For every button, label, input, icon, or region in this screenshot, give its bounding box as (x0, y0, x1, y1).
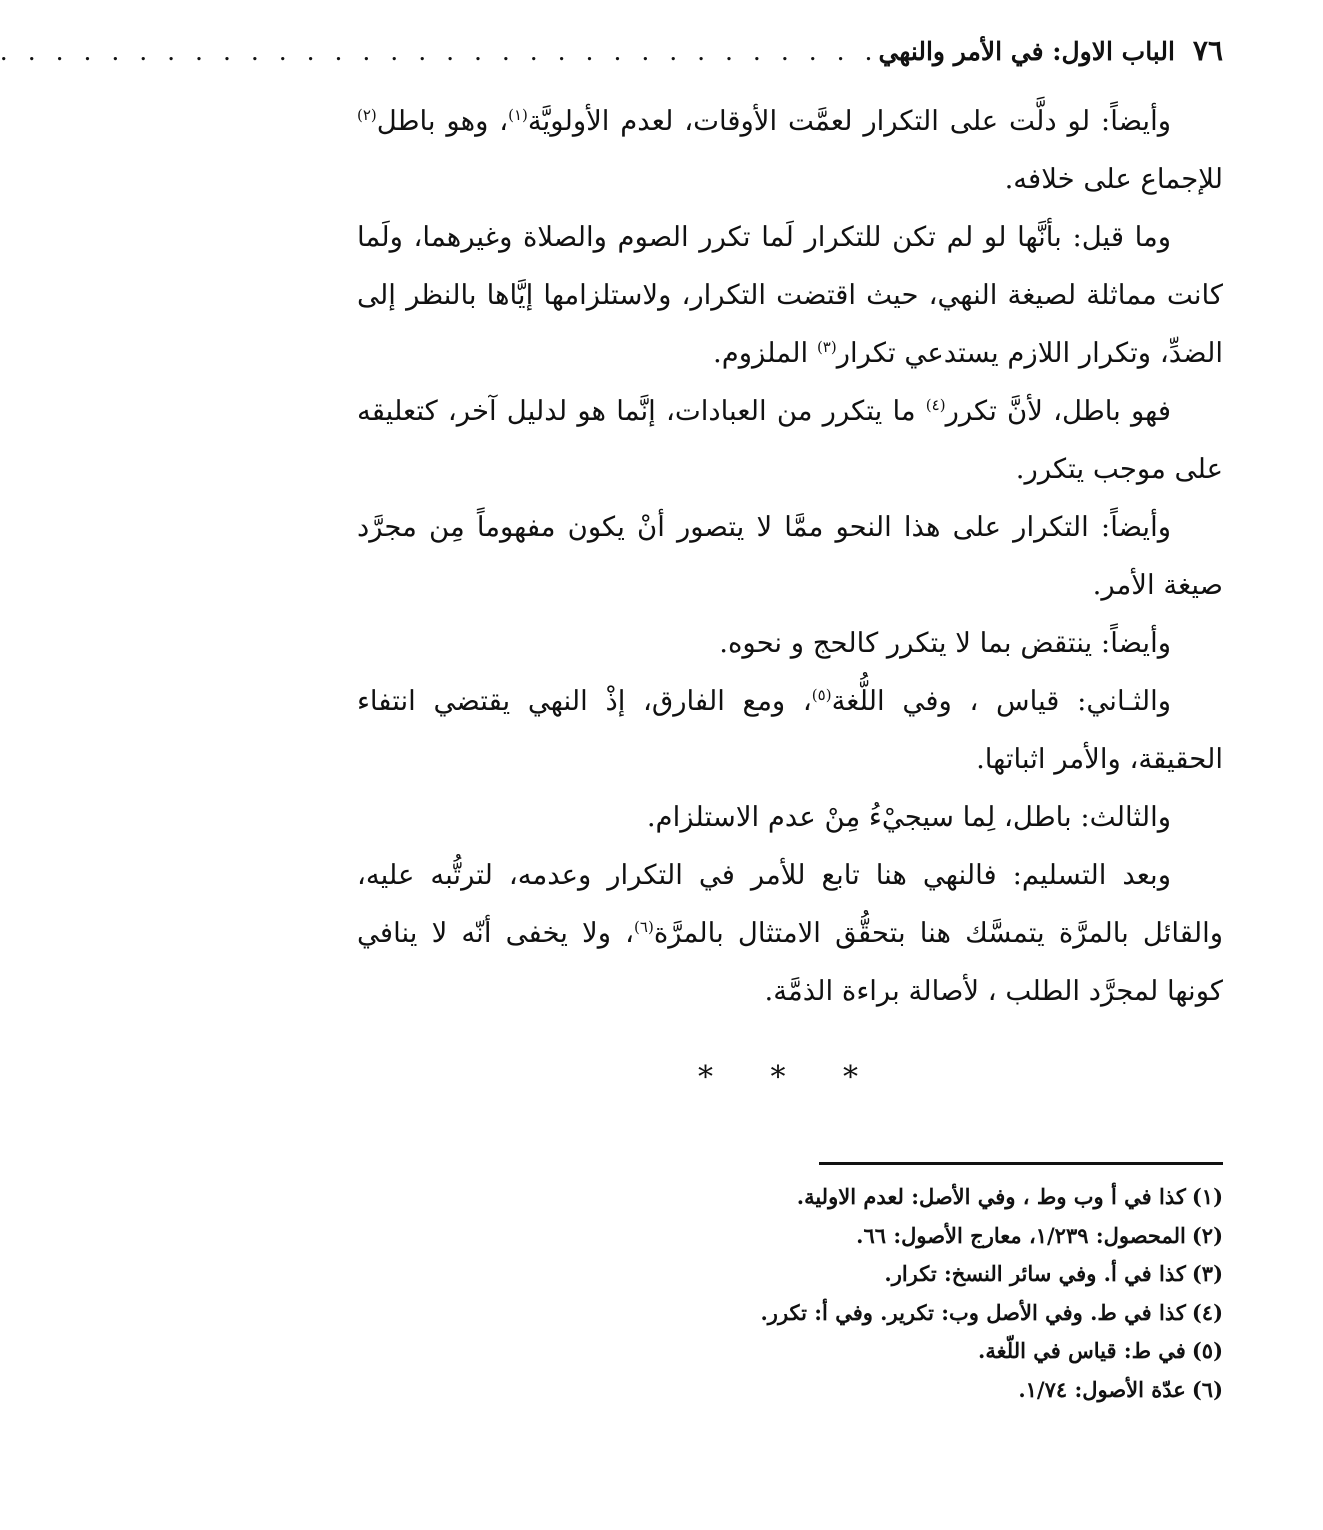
footnote: (١)كذا في أ وب وط ، وفي الأصل: لعدم الاولية. (796, 1184, 1223, 1209)
footnote-ref: (٣) (816, 337, 837, 356)
paragraph: وبعد التسليم: فالنهي هنا تابع للأمر في التكرار وعدمه، لترتُّبه عليه، والقائل بالمرَّة يتمسَّك هنا بتحقُّق الامتثال بالمرَّة$^{(٦)}$، ولا يخفى أنّه لا ينافي كونها لمجرَّد الطلب ، لأصالة براءة الذمَّة. (357, 859, 1223, 1007)
footnote-number: (٢) (1191, 1222, 1223, 1248)
chapter-title: الباب الاول: في الأمر والنهي (878, 37, 1175, 66)
footnote-ref: (٢) (357, 105, 377, 124)
body-text (357, 92, 1223, 1020)
leader-dots: . . . . . . . . . . . . . . . . . . . . . . . . . . . . . . . . (0, 37, 879, 66)
paragraph: وما قيل: بأنَّها لو لم تكن للتكرار لَما تكرر الصوم والصلاة وغيرهما، ولَما كانت مماثلة لصيغة النهي، حيث اقتضت التكرار، ولاستلزامها إيَّاها بالنظر إلى الضدِّ، وتكرار اللازم يستدعي تكرار$^{(٣)}$ الملزوم. (357, 221, 1223, 369)
page-number: ٧٦ (1192, 34, 1223, 67)
section-separator: * * * (697, 1060, 883, 1095)
footnote-number: (١) (1191, 1184, 1223, 1209)
paragraph: والثـاني: قياس ، وفي اللُّغة$^{(٥)}$، ومع الفارق، إذْ النهي يقتضي انتفاء الحقيقة، والأمر اثباتها. (357, 685, 1223, 775)
footnote-ref: (١) (508, 105, 528, 124)
footnote-number: (٥) (1191, 1338, 1223, 1363)
running-header (0, 34, 1223, 86)
footnote: (٢)المحصول: ١/٢٣٩، معارج الأصول: ٦٦. (856, 1222, 1223, 1248)
footnote: (٦)عدّة الأصول: ١/٧٤. (1018, 1376, 1223, 1402)
book-page (0, 34, 1223, 1504)
footnote-number: (٣) (1191, 1261, 1223, 1286)
footnote-rule (819, 1162, 1223, 1165)
footnote: (٥)في ط: قياس في اللّغة. (978, 1338, 1223, 1363)
footnotes (357, 1178, 1223, 1409)
footnote: (٤)كذا في ط. وفي الأصل وب: تكرير. وفي أ: تكرر. (760, 1299, 1223, 1325)
footnote: (٣)كذا في أ. وفي سائر النسخ: تكرار. (884, 1261, 1223, 1286)
footnote-number: (٦) (1191, 1376, 1223, 1402)
footnote-number: (٤) (1191, 1299, 1223, 1325)
paragraph: وأيضاً: ينتقض بما لا يتكرر كالحج و نحوه. (719, 627, 1171, 659)
paragraph: والثالث: باطل، لِما سيجيْءُ مِنْ عدم الاستلزام. (646, 801, 1171, 833)
paragraph: فهو باطل، لأنَّ تكرر$^{(٤)}$ ما يتكرر من العبادات، إنَّما هو لدليل آخر، كتعليقه على موجب يتكرر. (357, 395, 1223, 485)
footnote-ref: (٦) (634, 917, 654, 936)
footnote-ref: (٥) (811, 685, 832, 704)
paragraph: وأيضاً: لو دلَّت على التكرار لعمَّت الأوقات، لعدم الأولويَّة$^{(١)}$، وهو باطل$^{(٢)}$ للإجماع على خلافه. (357, 105, 1223, 195)
footnote-ref: (٤) (925, 395, 946, 414)
paragraph: وأيضاً: التكرار على هذا النحو ممَّا لا يتصور أنْ يكون مفهوماً مِن مجرَّد صيغة الأمر. (357, 511, 1223, 601)
